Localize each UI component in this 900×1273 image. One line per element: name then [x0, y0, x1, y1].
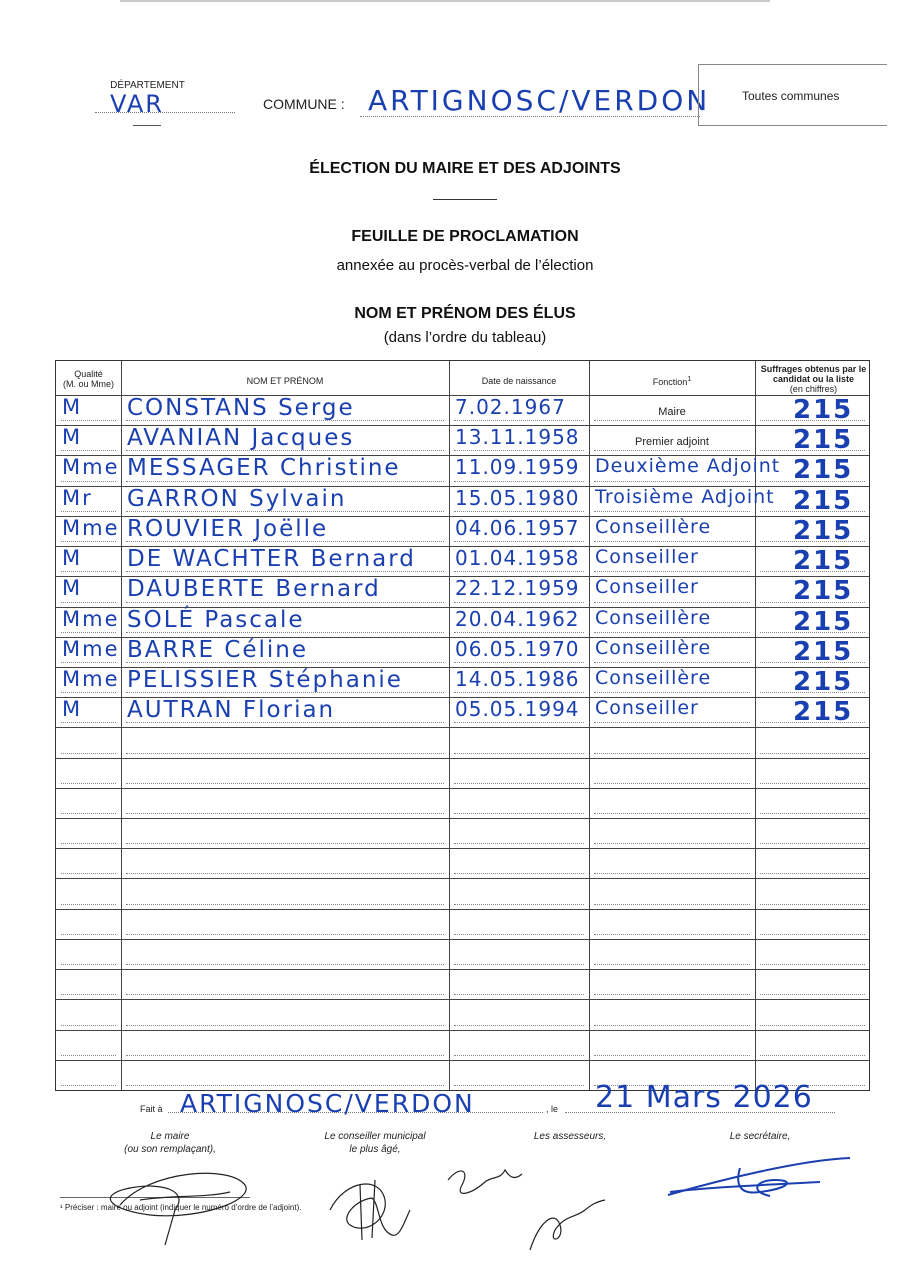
cell-qualite: M	[62, 546, 83, 571]
cell-dotted-line	[454, 632, 584, 633]
date-value: 21 Mars 2026	[595, 1080, 813, 1115]
signature-assesseurs-label: Les assesseurs,	[533, 1131, 607, 1142]
row-rule	[56, 818, 869, 819]
header-suffrages-label: Suffrages obtenus par le candidat ou la liste	[760, 364, 867, 384]
cell-dotted-line	[454, 964, 584, 965]
footnote: ¹ Préciser : maire ou adjoint (indiquer le numéro d’ordre de l’adjoint).	[60, 1203, 302, 1212]
departement-label: DÉPARTEMENT	[110, 80, 185, 91]
col-divider	[449, 361, 450, 1090]
cell-dotted-line	[594, 873, 750, 874]
sheet-title: FEUILLE DE PROCLAMATION	[351, 228, 579, 245]
cell-suffrages: 215	[793, 666, 854, 697]
cell-qualite: M	[62, 697, 83, 722]
cell-dotted-line	[594, 753, 750, 754]
cell-dotted-line	[61, 481, 116, 482]
cell-dotted-line	[126, 873, 444, 874]
cell-dotted-line	[594, 481, 750, 482]
cell-suffrages: 215	[793, 395, 854, 425]
cell-qualite: Mr	[62, 485, 93, 510]
cell-dotted-line	[760, 934, 865, 935]
header-date: Date de naissance	[481, 376, 557, 386]
cell-dotted-line	[126, 964, 444, 965]
cell-dotted-line	[454, 571, 584, 572]
cell-dotted-line	[454, 662, 584, 663]
cell-suffrages: 215	[793, 636, 854, 667]
cell-date: 13.11.1958	[455, 425, 580, 450]
cell-dotted-line	[61, 753, 116, 754]
cell-dotted-line	[594, 964, 750, 965]
cell-nom: BARRE Céline	[127, 636, 309, 663]
cell-fonction: Conseiller	[595, 576, 699, 599]
cell-dotted-line	[126, 904, 444, 905]
header-suffrages	[756, 364, 871, 394]
cell-dotted-line	[61, 934, 116, 935]
cell-dotted-line	[61, 873, 116, 874]
row-rule	[56, 1060, 869, 1061]
col-divider	[121, 361, 122, 1090]
cell-dotted-line	[454, 783, 584, 784]
cell-dotted-line	[760, 994, 865, 995]
header-nom: NOM ET PRÉNOM	[246, 376, 324, 386]
cell-dotted-line	[454, 753, 584, 754]
top-edge-rule	[120, 0, 770, 2]
toutes-communes-label: Toutes communes	[742, 89, 840, 103]
cell-dotted-line	[61, 904, 116, 905]
cell-fonction: Conseillère	[595, 636, 712, 659]
cell-dotted-line	[126, 1025, 444, 1026]
header-fonction-label: Fonction	[652, 377, 688, 387]
cell-qualite: M	[62, 576, 83, 601]
cell-dotted-line	[61, 783, 116, 784]
cell-dotted-line	[760, 783, 865, 784]
header-qualite-sub: (M. ou Mme)	[62, 379, 114, 389]
row-rule	[56, 939, 869, 940]
row-rule	[56, 878, 869, 879]
cell-fonction: Conseillère	[595, 606, 712, 629]
cell-qualite: Mme	[62, 515, 120, 540]
row-rule	[56, 788, 869, 789]
row-rule	[56, 969, 869, 970]
cell-dotted-line	[454, 843, 584, 844]
cell-dotted-line	[594, 602, 750, 603]
signature-assesseur-1-icon	[448, 1170, 522, 1193]
cell-date: 06.05.1970	[455, 636, 580, 661]
cell-dotted-line	[126, 1055, 444, 1056]
cell-dotted-line	[61, 541, 116, 542]
cell-fonction: Deuxième Adjoint	[595, 455, 781, 478]
cell-dotted-line	[61, 813, 116, 814]
cell-dotted-line	[454, 813, 584, 814]
cell-suffrages: 215	[793, 425, 854, 456]
row-rule	[56, 758, 869, 759]
cell-dotted-line	[61, 420, 116, 421]
departement-value: VAR	[110, 90, 164, 118]
cell-dotted-line	[594, 511, 750, 512]
names-title: NOM ET PRÉNOM DES ÉLUS	[354, 305, 576, 322]
cell-dotted-line	[454, 1085, 584, 1086]
cell-qualite: Mme	[62, 606, 120, 631]
row-rule	[56, 1030, 869, 1031]
cell-suffrages: 215	[793, 546, 854, 577]
cell-qualite: Mme	[62, 636, 120, 661]
cell-dotted-line	[126, 843, 444, 844]
commune-dotted-line	[360, 116, 700, 117]
sheet-subtitle: annexée au procès-verbal de l’élection	[336, 257, 594, 274]
cell-dotted-line	[454, 511, 584, 512]
cell-dotted-line	[594, 692, 750, 693]
cell-date: 20.04.1962	[455, 606, 580, 631]
cell-dotted-line	[454, 1055, 584, 1056]
cell-dotted-line	[594, 843, 750, 844]
cell-dotted-line	[760, 964, 865, 965]
cell-dotted-line	[760, 813, 865, 814]
cell-dotted-line	[61, 1055, 116, 1056]
cell-dotted-line	[61, 692, 116, 693]
cell-fonction: Conseillère	[595, 666, 712, 689]
cell-dotted-line	[594, 994, 750, 995]
cell-dotted-line	[61, 964, 116, 965]
departement-dotted-line	[95, 112, 235, 113]
cell-dotted-line	[454, 602, 584, 603]
cell-dotted-line	[454, 904, 584, 905]
cell-date: 22.12.1959	[455, 576, 580, 601]
row-rule	[56, 848, 869, 849]
cell-suffrages: 215	[793, 455, 854, 486]
cell-dotted-line	[454, 722, 584, 723]
cell-dotted-line	[760, 904, 865, 905]
cell-dotted-line	[126, 813, 444, 814]
cell-suffrages: 215	[793, 515, 854, 546]
cell-nom: DE WACHTER Bernard	[127, 546, 416, 573]
header-fonction	[589, 375, 755, 387]
cell-fonction: Conseillère	[595, 515, 712, 538]
row-rule	[56, 727, 869, 728]
cell-suffrages: 215	[793, 576, 854, 607]
cell-dotted-line	[594, 450, 750, 451]
cell-dotted-line	[760, 1055, 865, 1056]
cell-dotted-line	[594, 420, 750, 421]
cell-dotted-line	[594, 1025, 750, 1026]
page-title: ÉLECTION DU MAIRE ET DES ADJOINTS	[309, 160, 621, 177]
cell-dotted-line	[61, 571, 116, 572]
cell-dotted-line	[61, 1085, 116, 1086]
cell-dotted-line	[594, 783, 750, 784]
cell-dotted-line	[454, 934, 584, 935]
cell-nom: DAUBERTE Bernard	[127, 576, 381, 603]
cell-dotted-line	[594, 934, 750, 935]
cell-nom: GARRON Sylvain	[127, 485, 347, 512]
conseiller-sub-label: le plus âgé,	[349, 1144, 401, 1155]
cell-dotted-line	[61, 843, 116, 844]
cell-date: 7.02.1967	[455, 395, 566, 419]
cell-dotted-line	[454, 481, 584, 482]
cell-dotted-line	[454, 541, 584, 542]
cell-dotted-line	[61, 511, 116, 512]
cell-date: 14.05.1986	[455, 666, 580, 691]
signature-assesseur-2-icon	[530, 1200, 605, 1250]
cell-dotted-line	[126, 934, 444, 935]
cell-dotted-line	[454, 994, 584, 995]
cell-dotted-line	[594, 571, 750, 572]
signature-maire-icon	[110, 1173, 246, 1245]
cell-dotted-line	[760, 753, 865, 754]
cell-dotted-line	[760, 1025, 865, 1026]
cell-dotted-line	[61, 662, 116, 663]
cell-fonction: Maire	[658, 406, 686, 418]
cell-dotted-line	[126, 753, 444, 754]
cell-dotted-line	[61, 632, 116, 633]
cell-nom: CONSTANS Serge	[127, 395, 355, 421]
signature-secretaire-label: Le secrétaire,	[729, 1131, 791, 1142]
cell-dotted-line	[61, 994, 116, 995]
elus-table	[55, 360, 870, 1091]
cell-suffrages: 215	[793, 485, 854, 516]
fait-a-label: Fait à	[140, 1104, 163, 1114]
cell-dotted-line	[126, 994, 444, 995]
header-qualite	[56, 369, 121, 389]
cell-dotted-line	[454, 420, 584, 421]
col-divider	[589, 361, 590, 1090]
cell-dotted-line	[594, 1055, 750, 1056]
cell-dotted-line	[61, 450, 116, 451]
cell-fonction: Troisième Adjoint	[595, 485, 775, 508]
cell-dotted-line	[61, 602, 116, 603]
names-subtitle: (dans l’ordre du tableau)	[383, 329, 547, 346]
cell-nom: ROUVIER Joëlle	[127, 515, 329, 542]
signature-secretaire-icon	[668, 1158, 850, 1196]
date-label: , le	[546, 1104, 559, 1114]
cell-dotted-line	[454, 450, 584, 451]
cell-dotted-line	[594, 813, 750, 814]
cell-dotted-line	[454, 873, 584, 874]
departement-dash	[133, 125, 161, 126]
cell-date: 01.04.1958	[455, 546, 580, 571]
cell-dotted-line	[760, 873, 865, 874]
cell-fonction: Conseiller	[595, 546, 699, 569]
cell-fonction: Conseiller	[595, 697, 699, 720]
cell-date: 15.05.1980	[455, 485, 580, 510]
cell-suffrages: 215	[793, 606, 854, 637]
title-separator	[433, 199, 497, 200]
cell-date: 05.05.1994	[455, 697, 580, 722]
row-rule	[56, 909, 869, 910]
cell-dotted-line	[61, 1025, 116, 1026]
cell-qualite: M	[62, 395, 83, 419]
cell-dotted-line	[594, 904, 750, 905]
cell-nom: AUTRAN Florian	[127, 697, 336, 724]
cell-dotted-line	[594, 541, 750, 542]
cell-dotted-line	[594, 632, 750, 633]
header-qualite-label: Qualité	[74, 369, 103, 379]
maire-sub-label: (ou son remplaçant),	[124, 1144, 216, 1155]
commune-label: COMMUNE :	[263, 96, 345, 112]
cell-qualite: Mme	[62, 455, 120, 480]
cell-nom: AVANIAN Jacques	[127, 425, 355, 452]
cell-date: 11.09.1959	[455, 455, 580, 480]
commune-value: ARTIGNOSC/VERDON	[368, 84, 711, 117]
fait-a-value: ARTIGNOSC/VERDON	[180, 1089, 475, 1118]
conseiller-label: Le conseiller municipal	[324, 1131, 426, 1142]
cell-qualite: Mme	[62, 666, 120, 691]
cell-dotted-line	[594, 722, 750, 723]
maire-label: Le maire	[150, 1131, 190, 1142]
cell-nom: MESSAGER Christine	[127, 455, 401, 482]
signatures-layer	[0, 1140, 900, 1273]
cell-dotted-line	[594, 662, 750, 663]
header-suffrages-sub: (en chiffres)	[789, 384, 838, 394]
signature-conseiller-icon	[330, 1180, 410, 1240]
cell-dotted-line	[126, 1085, 444, 1086]
cell-date: 04.06.1957	[455, 515, 580, 540]
cell-suffrages: 215	[793, 697, 854, 728]
cell-dotted-line	[454, 692, 584, 693]
cell-nom: SOLÉ Pascale	[127, 606, 305, 633]
cell-dotted-line	[126, 783, 444, 784]
cell-nom: PELISSIER Stéphanie	[127, 666, 403, 693]
cell-qualite: M	[62, 425, 83, 450]
cell-dotted-line	[760, 843, 865, 844]
cell-fonction: Premier adjoint	[635, 436, 709, 449]
cell-dotted-line	[61, 722, 116, 723]
footnote-marker: 1	[687, 376, 692, 383]
row-rule	[56, 999, 869, 1000]
cell-dotted-line	[454, 1025, 584, 1026]
